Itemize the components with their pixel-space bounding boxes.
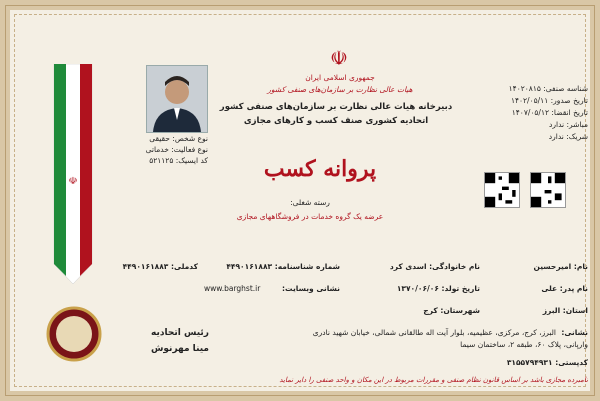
qr-code-icon: [484, 172, 520, 208]
owner-family: نام خانوادگی: اسدی کرد: [389, 262, 480, 271]
header-board: دبیرخانه هیات عالی نظارت بر سازمان‌های صنفی کشور: [219, 102, 453, 112]
address-label: نشانی:: [561, 328, 588, 337]
province: استان: البرز: [542, 306, 588, 315]
postal-code: کدپستی: ۳۱۵۵۷۹۴۹۳۱: [506, 358, 588, 367]
address-line-1: البرز، کرج، مرکزی، عظیمیه، بلوار آیت اله طالقانی شمالی، خیابان شهید نادری: [312, 328, 556, 337]
father-name: نام پدر: علی: [541, 284, 588, 293]
qr-code-icon: [530, 172, 566, 208]
issue-date: تاریخ صدور: ۱۴۰۲/۰۵/۱۱: [510, 96, 588, 105]
profile-photo: [146, 65, 208, 133]
iran-emblem-icon: [328, 46, 350, 70]
signature-title: رئیس اتحادیه: [151, 328, 209, 338]
svg-text:☫: ☫: [330, 46, 348, 70]
city: شهرستان: کرج: [423, 306, 480, 315]
footer-note: نامبرده مجازی باشد بر اساس قانون نظام صنفی و مقررات مربوط در این مکان و واحد صنفی را دایر نماید: [279, 376, 588, 384]
person-type: نوع شخص: حقیقی: [149, 134, 208, 143]
residence: مباشر: ندارد: [549, 120, 588, 129]
signature-name: مینا مهرنوش: [151, 344, 209, 354]
owner-name: نام: امیرحسین: [533, 262, 588, 271]
header-country: جمهوری اسلامی ایران: [305, 73, 375, 82]
partner: شریک: ندارد: [548, 132, 588, 141]
website-label: نشانی وبسایت:: [282, 284, 340, 293]
owner-national-code: کدملی: ۴۴۹۰۱۶۱۸۸۳: [122, 262, 198, 271]
field-value: عرضه یک گروه خدمات در فروشگاههای مجازی: [236, 212, 384, 221]
expiry-date: تاریخ انقضا: ۱۴۰۷/۰۵/۱۲: [511, 108, 588, 117]
union-seal-icon: [44, 304, 104, 364]
website-link[interactable]: www.barghst.ir: [204, 284, 261, 293]
isic-code: کد ایسیک: ۵۲۱۱۲۵: [149, 156, 208, 165]
address-line-2: وارپانی، پلاک ۶۰، طبقه ۲، ساختمان سیما: [460, 340, 588, 349]
svg-text:☫: ☫: [68, 176, 78, 187]
header-authority: هیات عالی نظارت بر سازمان‌های صنفی کشور: [267, 85, 413, 94]
owner-id-number: شماره شناسنامه: ۴۴۹۰۱۶۱۸۸۳: [226, 262, 340, 271]
iran-flag-ribbon: [46, 64, 100, 304]
birth-date: تاریخ تولد: ۱۳۷۰/۰۶/۰۶: [396, 284, 480, 293]
license-title: پروانه کسب: [263, 156, 377, 182]
field-label: رسته شغلی:: [290, 198, 330, 207]
header-union: اتحادیه کشوری صنف کسب و کارهای مجازی: [243, 116, 429, 126]
license-number: شناسه صنفی: ۱۴۰۲۰۸۱۵: [508, 84, 588, 93]
activity-type: نوع فعالیت: خدماتی: [145, 145, 208, 154]
